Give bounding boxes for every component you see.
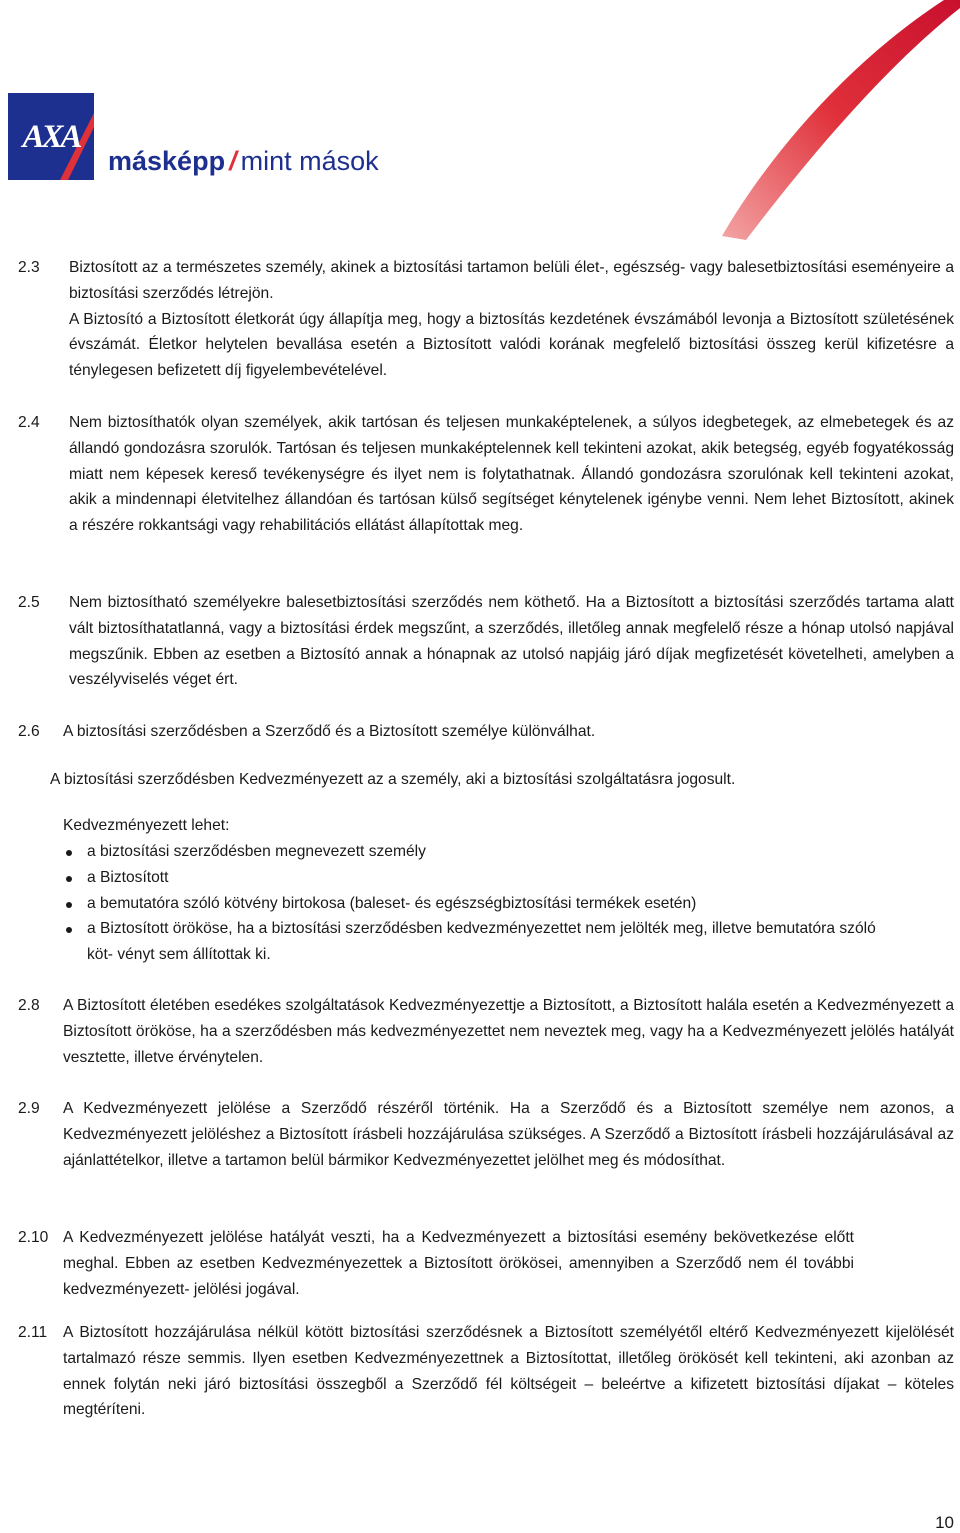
section-paragraph: A Biztosított életében esedékes szolgáltatások Kedvezményezettje a Biztosított, a Biztosított halála esetén a Kedvezményezett a Biztosított örököse, ha a szerződésben más kedvezményezettet nem neveztek meg, vagy ha a Kedvezményezett jelölés hatályát vesztette, illetve érvénytelen. [63,997,954,1066]
bullet-icon [66,902,72,908]
section-number: 2.4 [18,414,40,431]
list-item: a bemutatóra szóló kötvény birtokosa (baleset- és egészségbiztosítási termékek esetén) [63,891,923,917]
bullet-icon [66,850,72,856]
beneficiary-list [63,839,923,968]
section-2-4 [18,410,954,539]
list-item: a Biztosított örököse, ha a biztosítási szerződésben kedvezményezettet nem jelölték meg, illetve bemutatóra szóló köt- vényt sem állítottak ki. [63,916,923,968]
section-2-6 [18,719,954,745]
section-number: 2.8 [18,997,40,1014]
section-paragraph: A Kedvezményezett jelölése a Szerződő részéről történik. Ha a Szerződő és a Biztosított személye nem azonos, a Kedvezményezett jelöléshez a Biztosított írásbeli hozzájárulása szükséges. A Szerződő a Biztosított írásbeli hozzájárulásával az ajánlattételkor, illetve a tartamon belül bármikor Kedvezményezettet jelölhet meg és módosíthat. [63,1100,954,1169]
section-2-3 [18,255,954,384]
section-2-9 [18,1096,954,1173]
section-number: 2.9 [18,1100,40,1117]
section-paragraph: Nem biztosíthatók olyan személyek, akik tartósan és teljesen munkaképtelenek, a súlyos idegbetegek, az elmebetegek és az állandó gondozásra szorulók. Tartósan és teljesen munkaképtelennek kell tekinteni azokat, akik betegség, egyéb fogyatékosság miatt nem képesek kereső tevékenységre és ilyet nem is folytathatnak. Állandó gondozásra szorulónak kell tekinteni azokat, akik a mindennapi életvitelhez állandóan és tartósan külső segítséget kénytelenek igénybe venni. Nem lehet Biztosított, akinek a részére rokkantsági vagy rehabilitációs ellátást állapítottak meg. [69,414,954,535]
section-paragraph: A Kedvezményezett jelölése hatályát veszti, ha a Kedvezményezett a biztosítási esemény bekövetkezése előtt meghal. Ebben az esetben Kedvezményezettek a Biztosított örökösei, amennyiben a Szerződő nem él további kedvezményezett- jelölési jogával. [63,1229,854,1298]
tagline-slash-icon: / [229,146,237,176]
section-paragraph: Nem biztosítható személyekre balesetbiztosítási szerződés nem köthető. Ha a Biztosított a biztosítási szerződés tartama alatt vált biztosíthatatlanná, vagy a biztosítási érdek megszűnt, a szerződés, illetőleg annak megfelelő része a hónap utolsó napjával megszűnik. Ebben az esetben a Biztosító annak a hónapnak az utolsó napjáig járó díjak megfizetését követelheti, amelyben a veszélyviselés véget ért. [69,594,954,689]
section-2-11 [18,1320,954,1423]
beneficiary-definition: A biztosítási szerződésben Kedvezményezett az a személy, aki a biztosítási szolgáltatásra jogosult. [50,771,736,788]
section-2-10 [18,1225,954,1302]
section-2-5 [18,590,954,693]
section-paragraph: Biztosított az a természetes személy, akinek a biztosítási tartamon belüli élet-, egészség- vagy balesetbiztosítási eseményeire a biztosítási szerződés létrejön. [69,259,954,302]
bullet-icon [66,876,72,882]
section-2-8 [18,993,954,1070]
page-number: 10 [935,1513,954,1532]
red-swoosh-decoration [712,0,960,240]
section-number: 2.5 [18,594,40,611]
section-paragraph: A biztosítási szerződésben a Szerződő és a Biztosított személye különválhat. [63,723,596,740]
section-number: 2.10 [18,1229,49,1246]
list-item: a biztosítási szerződésben megnevezett személy [63,839,923,865]
tagline [108,146,379,177]
section-paragraph: A Biztosított hozzájárulása nélkül kötött biztosítási szerződésnek a Biztosított személyétől eltérő Kedvezményezett kijelölését tartalmazó része semmis. Ilyen esetben Kedvezményezettnek a Biztosítottat, illetőleg örökösét kell tekinteni, aki azonban az ennek folytán neki járó biztosítási összegből a Szerződő fél költségeit – beleértve a kifizetett biztosítási díjakat – köteles megtéríteni. [63,1324,954,1419]
logo-text: AXA [22,119,80,155]
section-paragraph: A Biztosító a Biztosított életkorát úgy állapítja meg, hogy a biztosítás kezdetének évszámából levonja a Biztosított születésének évszámát. Életkor helytelen bevallása esetén a Biztosított valódi korának megfelelő biztosítási összeg kerül kifizetésre a ténylegesen befizetett díj figyelembevételével. [69,310,954,380]
tagline-rest: mint mások [240,146,379,176]
tagline-bold: másképp [108,146,226,176]
bullet-icon [66,927,72,933]
list-intro: Kedvezményezett lehet: [63,817,230,834]
list-item: a Biztosított [63,865,923,891]
section-number: 2.11 [18,1324,48,1341]
section-number: 2.3 [18,259,40,276]
section-number: 2.6 [18,723,40,740]
